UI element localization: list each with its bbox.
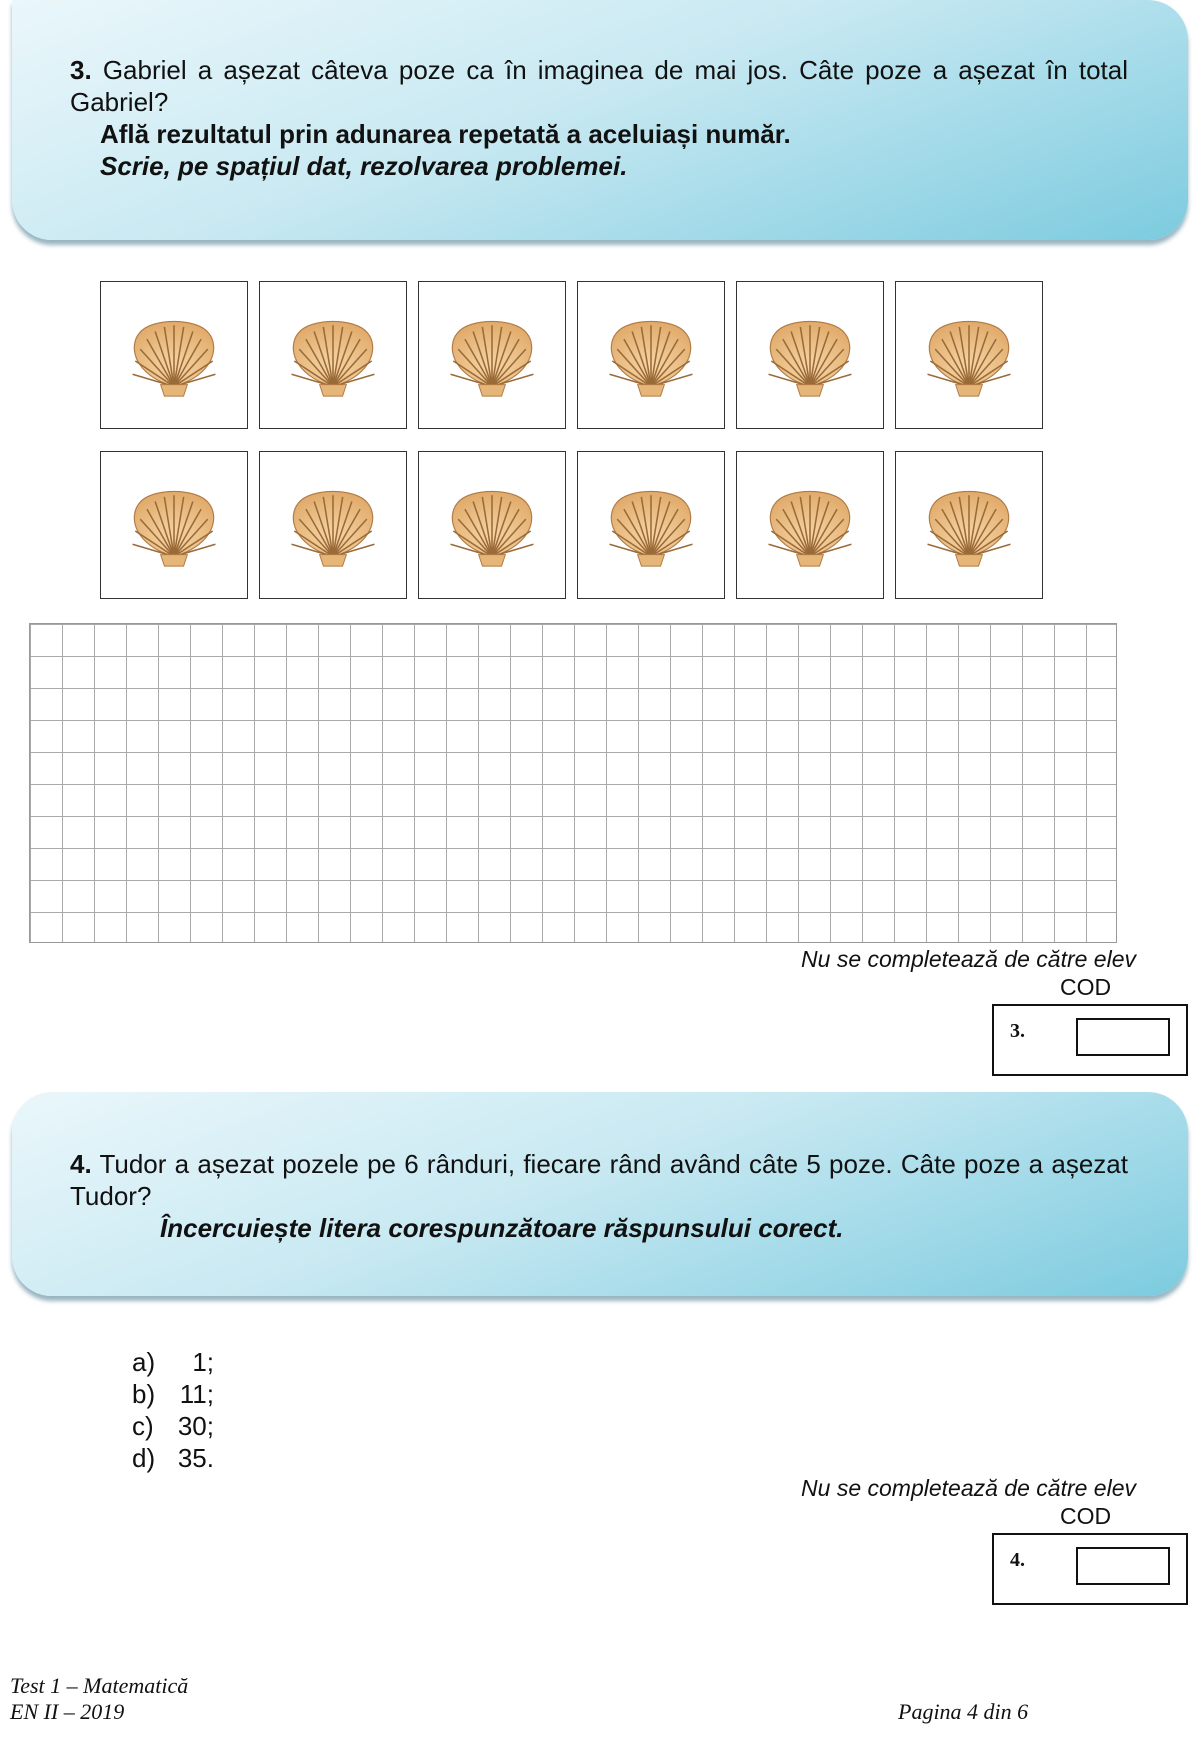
shell-picture [577, 281, 725, 429]
shell-row [100, 281, 1054, 451]
shell-picture [895, 281, 1043, 429]
answer-options [132, 1346, 214, 1474]
scallop-shell-icon [126, 308, 222, 403]
answer-grid[interactable] [29, 623, 1117, 943]
scallop-shell-icon [921, 478, 1017, 573]
score-label-4: 4. [1010, 1549, 1025, 1571]
score-box-3 [992, 1004, 1188, 1076]
question-3-number: 3. [70, 55, 92, 85]
cod-label-4: COD [1060, 1503, 1112, 1529]
question-3-instruction: Află rezultatul prin adunarea repetată a aceluiași număr. [100, 119, 791, 149]
scallop-shell-icon [444, 308, 540, 403]
question-3-statement: Gabriel a așezat câteva poze ca în imaginea de mai jos. Câte poze a așezat în total Gabriel? [70, 55, 1128, 117]
scallop-shell-icon [285, 478, 381, 573]
question-3-text [70, 54, 1128, 118]
option-value: 30; [177, 1411, 214, 1441]
footer-page-number: Pagina 4 din 6 [898, 1699, 1029, 1724]
question-3-instruction-italic: Scrie, pe spațiul dat, rezolvarea problemei. [100, 151, 628, 181]
question-4-instruction: Încercuiește litera corespunzătoare răspunsului corect. [160, 1213, 844, 1243]
score-box-4 [992, 1533, 1188, 1605]
shell-picture [895, 451, 1043, 599]
option-a[interactable] [132, 1346, 214, 1378]
option-letter: d) [132, 1443, 156, 1473]
shell-picture [736, 451, 884, 599]
scallop-shell-icon [603, 478, 699, 573]
option-c[interactable] [132, 1410, 214, 1442]
shell-row [100, 451, 1054, 621]
question-4-text [70, 1148, 1128, 1212]
option-value: 35. [177, 1443, 214, 1473]
shell-picture [736, 281, 884, 429]
option-d[interactable] [132, 1442, 214, 1474]
footer-left [10, 1673, 188, 1725]
question-4-number: 4. [70, 1149, 92, 1179]
shell-picture [100, 451, 248, 599]
option-letter: a) [132, 1347, 156, 1377]
option-b[interactable] [132, 1378, 214, 1410]
option-value: 11; [179, 1379, 214, 1409]
question-4-statement: Tudor a așezat pozele pe 6 rânduri, fiecare rând având câte 5 poze. Câte poze a așezat Tudor? [70, 1149, 1128, 1211]
question-4-banner [12, 1092, 1188, 1296]
score-field-4 [1076, 1547, 1170, 1585]
shell-picture [259, 281, 407, 429]
cod-label-3: COD [1060, 974, 1112, 1000]
scallop-shell-icon [603, 308, 699, 403]
grading-note-4: Nu se completează de către elev [801, 1475, 1136, 1501]
score-label-3: 3. [1010, 1020, 1025, 1042]
option-letter: b) [132, 1379, 156, 1409]
footer-test-title: Test 1 – Matematică [10, 1673, 189, 1698]
question-3-banner [12, 0, 1188, 240]
scallop-shell-icon [921, 308, 1017, 403]
footer-exam-year: EN II – 2019 [10, 1699, 125, 1724]
shell-pictures [100, 281, 1054, 621]
shell-picture [259, 451, 407, 599]
grading-note-3: Nu se completează de către elev [801, 946, 1136, 972]
shell-picture [100, 281, 248, 429]
shell-picture [418, 281, 566, 429]
scallop-shell-icon [762, 478, 858, 573]
shell-picture [418, 451, 566, 599]
scallop-shell-icon [444, 478, 540, 573]
scallop-shell-icon [285, 308, 381, 403]
scallop-shell-icon [762, 308, 858, 403]
score-field-3 [1076, 1018, 1170, 1056]
option-letter: c) [132, 1411, 154, 1441]
option-value: 1; [192, 1347, 214, 1377]
shell-picture [577, 451, 725, 599]
scallop-shell-icon [126, 478, 222, 573]
